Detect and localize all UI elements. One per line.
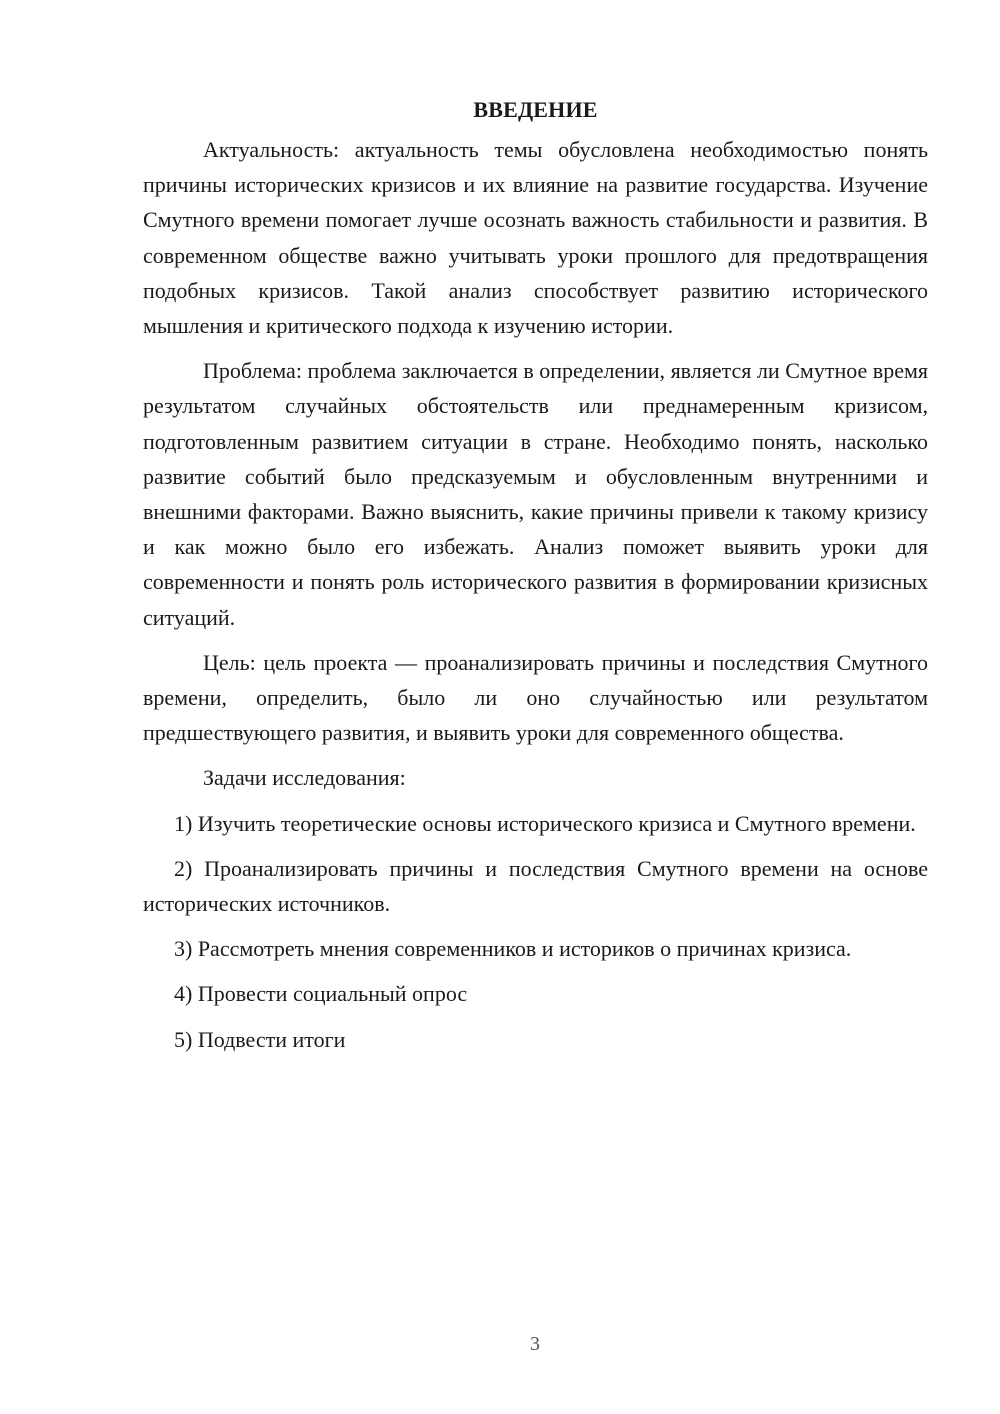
task-item: 2) Проанализировать причины и последствия Смутного времени на основе исторических источников.	[143, 855, 928, 917]
tasks-heading: Задачи исследования:	[203, 765, 406, 791]
document-title: ВВЕДЕНИЕ	[473, 97, 598, 122]
document-page	[143, 92, 928, 1067]
paragraph-problem: Проблема: проблема заключается в определении, является ли Смутное время результатом случайных обстоятельств или преднамеренным кризисом, подготовленным развитием ситуации в стране. Необходимо понять, насколько развитие событий было предсказуемым и обусловленным внутренними и внешними факторами. Важно выяснить, какие причины привели к такому кризису и как можно было его избежать. Анализ поможет выявить уроки для современности и понять роль исторического развития в формировании кризисных ситуаций.	[143, 358, 928, 630]
paragraph-goal: Цель: цель проекта — проанализировать причины и последствия Смутного времени, определить, было ли оно случайностью или результатом предшествующего развития, и выявить уроки для современного общества.	[143, 649, 928, 746]
tasks-list	[143, 806, 928, 1057]
task-item: 3) Рассмотреть мнения современников и историков о причинах кризиса.	[174, 936, 852, 962]
page-number: 3	[530, 1333, 540, 1355]
task-item: 5) Подвести итоги	[174, 1026, 346, 1052]
task-item: 1) Изучить теоретические основы исторического кризиса и Смутного времени.	[174, 810, 916, 836]
paragraph-relevance: Актуальность: актуальность темы обусловлена необходимостью понять причины исторических кризисов и их влияние на развитие государства. Изучение Смутного времени помогает лучше осознать важность стабильности и развития. В современном обществе важно учитывать уроки прошлого для предотвращения подобных кризисов. Такой анализ способствует развитию исторического мышления и критического подхода к изучению истории.	[143, 137, 928, 339]
task-item: 4) Провести социальный опрос	[174, 981, 468, 1007]
